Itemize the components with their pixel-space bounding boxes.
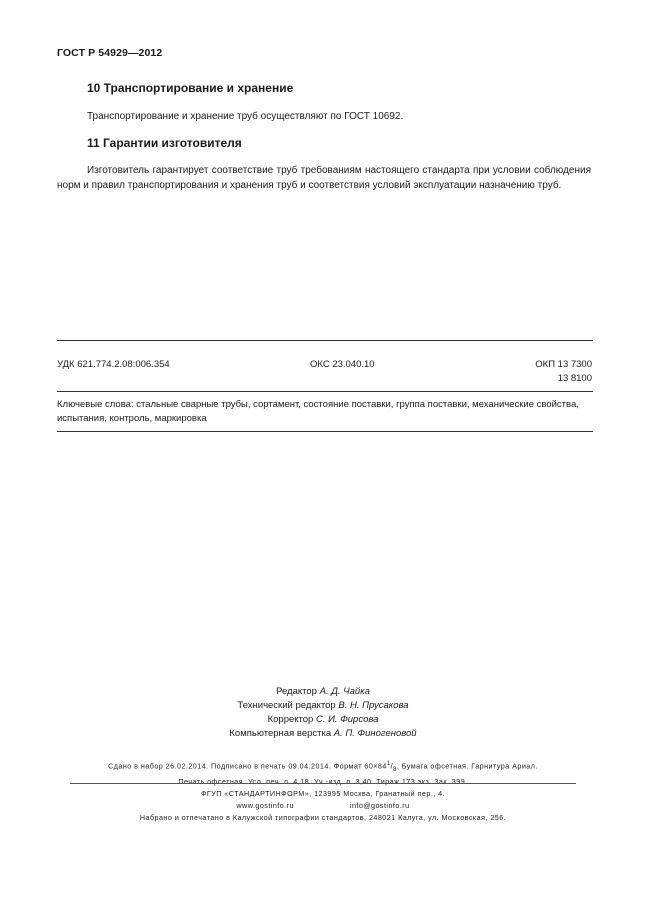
publisher-website[interactable]: www.gostinfo.ru xyxy=(236,801,294,810)
corrector-name: С. И. Фирсова xyxy=(315,714,379,725)
layout-name: А. П. Финогеновой xyxy=(333,728,417,739)
format-fraction-num: 1 xyxy=(386,761,391,767)
print-info-line1b: . Бумага офсетная. Гарнитура Ариал. xyxy=(396,761,538,771)
corrector-label: Корректор xyxy=(267,714,314,725)
print-info: Сдано в набор 26.02.2014. Подписано в печать 09.04.2014. Формат $60\times 84^1/_8$. Бумага офсетная. Гарнитура Ариал. Печать офсетная. Усл. печ. л. 4,18. Уч.-изд. л. 3,40. Тираж 173 экз. Зак. 399. xyxy=(0,758,646,788)
udk-code: УДК 621.774.2.08:006.354 xyxy=(57,359,170,370)
publisher-block xyxy=(0,788,646,824)
imprint-divider xyxy=(70,783,576,784)
format-fraction-den: 8 xyxy=(393,766,397,773)
editor-label: Редактор xyxy=(276,686,317,697)
editor-name: А. Д. Чайка xyxy=(319,686,370,697)
section-10-title: 10 Транспортирование и хранение xyxy=(87,81,294,95)
keywords: Ключевые слова: стальные сварные трубы, сортамент, состояние поставки, группа поставки, механические свойства, испытания, контроль, маркировка xyxy=(57,399,579,424)
okp-code-1: ОКП 13 7300 xyxy=(535,359,592,370)
publisher-line1: ФГУП «СТАНДАРТИНФОРМ», 123995 Москва, Гранатный пер., 4. xyxy=(200,789,446,798)
publisher-line3: Набрано и отпечатано в Калужской типографии стандартов, 248021 Калуга, ул. Московская, 256. xyxy=(139,813,507,822)
section-11-title: 11 Гарантии изготовителя xyxy=(87,136,242,150)
okp-code-2: 13 8100 xyxy=(557,373,592,384)
tech-editor-name: В. Н. Прусакова xyxy=(338,700,409,711)
section-10-text: Транспортирование и хранение труб осуществляют по ГОСТ 10692. xyxy=(87,111,404,122)
publisher-email[interactable]: info@gostinfo.ru xyxy=(349,801,410,810)
middle-divider xyxy=(57,391,593,392)
document-code-header: ГОСТ Р 54929—2012 xyxy=(57,47,163,59)
top-divider xyxy=(57,340,593,341)
section-11-text: Изготовитель гарантирует соответствие труб требованиям настоящего стандарта при условии соблюдения норм и правил транспортирования и хранения труб и соответствия условий эксплуатации назначению труб. xyxy=(57,165,591,191)
layout-label: Компьютерная верстка xyxy=(229,728,332,739)
print-info-line1a: Сдано в набор 26.02.2014. Подписано в печать 09.04.2014. Формат 60×84 xyxy=(108,761,387,771)
oks-code: ОКС 23.040.10 xyxy=(310,359,375,370)
bottom-divider xyxy=(57,431,593,432)
tech-editor-label: Технический редактор xyxy=(237,700,336,711)
print-info-line2: Печать офсетная. Усл. печ. л. 4,18. Уч.-изд. л. 3,40. Тираж 173 экз. Зак. 399. xyxy=(178,776,468,786)
credits-block xyxy=(0,685,646,741)
